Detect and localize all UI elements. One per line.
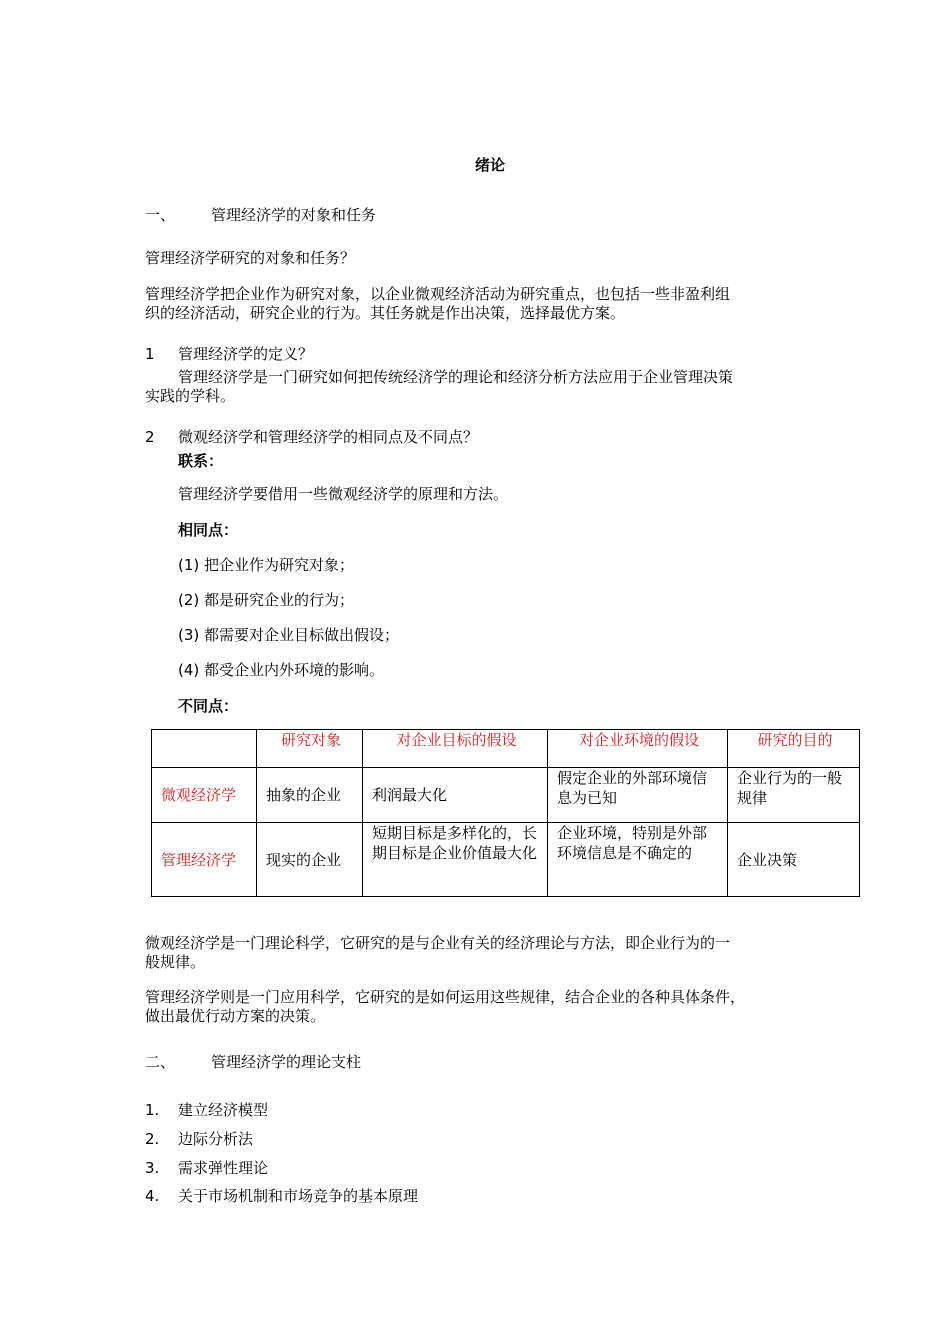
same-item-text: 都需要对企业目标做出假设； <box>204 626 400 644</box>
list-item-number: 2. <box>145 1130 160 1148</box>
table-header-cell: 研究的目的 <box>728 730 860 768</box>
diff-label: 不同点： <box>178 697 239 715</box>
table-cell: 企业行为的一般规律 <box>728 768 860 823</box>
section2-number: 二、 <box>145 1053 176 1071</box>
list-item-number: 3. <box>145 1159 160 1177</box>
list-item-text: 边际分析法 <box>178 1130 254 1148</box>
list-item-number: 1. <box>145 1101 160 1119</box>
same-item <box>178 625 399 645</box>
table-cell: 短期目标是多样化的，长期目标是企业价值最大化 <box>363 823 548 897</box>
same-item-number: (2) <box>178 591 200 609</box>
table-header-row <box>152 730 860 768</box>
table-row-label: 微观经济学 <box>152 768 257 823</box>
link-text: 管理经济学要借用一些微观经济学的原理和方法。 <box>178 485 509 503</box>
section1-answer-line1: 管理经济学把企业作为研究对象，以企业微观经济活动为研究重点，也包括一些非盈利组 <box>145 285 731 303</box>
para2-line1: 管理经济学则是一门应用科学，它研究的是如何运用这些规律，结合企业的各种具体条件， <box>145 988 746 1006</box>
list-item-text: 建立经济模型 <box>178 1101 269 1119</box>
section1-heading: 管理经济学的对象和任务 <box>211 206 377 224</box>
same-label: 相同点： <box>178 521 239 539</box>
item1-question: 管理经济学的定义？ <box>178 345 314 363</box>
section1-question: 管理经济学研究的对象和任务？ <box>145 249 356 267</box>
list-item <box>145 1186 418 1206</box>
link-label: 联系： <box>178 452 224 470</box>
list-item-number: 4. <box>145 1187 160 1205</box>
item2-question: 微观经济学和管理经济学的相同点及不同点？ <box>178 428 479 446</box>
list-item-text: 关于市场机制和市场竞争的基本原理 <box>178 1187 419 1205</box>
table-cell: 现实的企业 <box>257 823 363 897</box>
page-title: 绪论 <box>475 156 506 174</box>
table-cell: 企业决策 <box>728 823 860 897</box>
item1-number: 1 <box>145 345 155 363</box>
para1-line2: 般规律。 <box>145 953 206 971</box>
same-item-text: 把企业作为研究对象； <box>204 556 355 574</box>
item1-answer-line1: 管理经济学是一门研究如何把传统经济学的理论和经济分析方法应用于企业管理决策 <box>178 368 734 386</box>
same-item-text: 都是研究企业的行为； <box>204 591 355 609</box>
table-cell: 抽象的企业 <box>257 768 363 823</box>
table-row <box>152 823 860 897</box>
list-item <box>145 1129 253 1149</box>
table-corner-cell <box>152 730 257 768</box>
table-row <box>152 768 860 823</box>
section1-answer-line2: 织的经济活动，研究企业的行为。其任务就是作出决策，选择最优方案。 <box>145 304 626 322</box>
table-header-cell: 对企业环境的假设 <box>548 730 728 768</box>
same-item <box>178 555 354 575</box>
same-item <box>178 660 384 680</box>
list-item-text: 需求弹性理论 <box>178 1159 269 1177</box>
same-item <box>178 590 354 610</box>
section2-heading: 管理经济学的理论支柱 <box>211 1053 362 1071</box>
para2-line2: 做出最优行动方案的决策。 <box>145 1007 326 1025</box>
list-item <box>145 1100 268 1120</box>
same-item-text: 都受企业内外环境的影响。 <box>204 661 385 679</box>
comparison-table <box>151 729 860 897</box>
table-cell: 利润最大化 <box>363 768 548 823</box>
table-row-label: 管理经济学 <box>152 823 257 897</box>
table-header-cell: 研究对象 <box>257 730 363 768</box>
same-item-number: (3) <box>178 626 200 644</box>
table-cell: 企业环境，特别是外部环境信息是不确定的 <box>548 823 728 897</box>
table-cell: 假定企业的外部环境信息为已知 <box>548 768 728 823</box>
section1-number: 一、 <box>145 206 176 224</box>
item2-number: 2 <box>145 428 155 446</box>
same-item-number: (4) <box>178 661 200 679</box>
list-item <box>145 1158 268 1178</box>
para1-line1: 微观经济学是一门理论科学，它研究的是与企业有关的经济理论与方法，即企业行为的一 <box>145 934 731 952</box>
same-item-number: (1) <box>178 556 200 574</box>
table-header-cell: 对企业目标的假设 <box>363 730 548 768</box>
item1-answer-line2: 实践的学科。 <box>145 387 236 405</box>
